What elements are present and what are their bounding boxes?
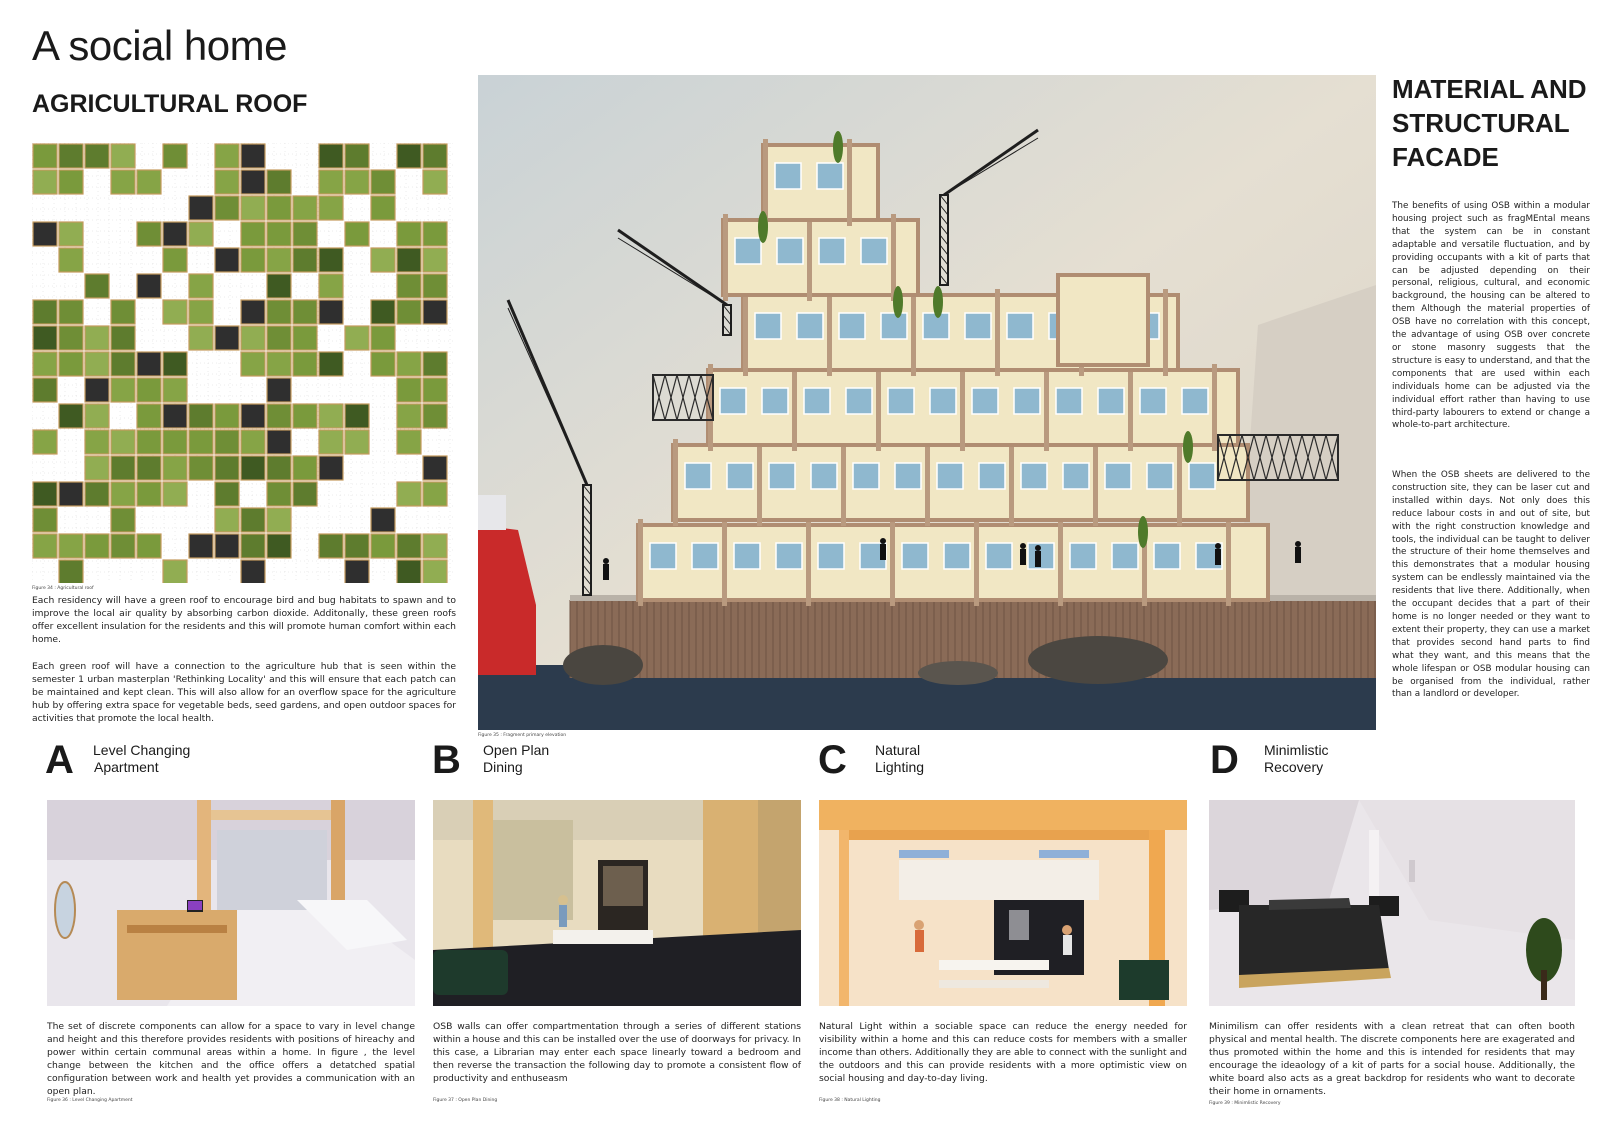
elevation-caption: Figure 35 : Fragment primary elevation xyxy=(478,733,567,738)
page-title: A social home xyxy=(32,22,287,69)
section-d-label-line-2: Recovery xyxy=(1264,759,1324,775)
roof-caption: Figure 34 : Agricultural roof xyxy=(32,586,94,591)
section-a-label xyxy=(93,742,190,776)
roof-heading: AGRICULTURAL ROOF xyxy=(32,90,308,118)
elevation-image xyxy=(478,75,1376,730)
section-c-label-line-2: Lighting xyxy=(875,759,925,775)
roof-paragraph-1: Each residency will have a green roof to encourage bird and bug habitats to spawn and to improve the local air quality by absorbing carbon dioxide. Additonally, these green roofs offer excellent insulation for the residents and this will promote human comfort within each home. xyxy=(32,595,456,645)
section-c-caption: Figure 38 : Natural Lighting xyxy=(819,1098,881,1103)
roof-paragraph-2: Each green roof will have a connection to the agriculture hub that is seen within the semester 1 urban masterplan 'Rethinking Locality' and this will ensure that each patch can be maintained and kept clean. This will also allow for an overflow space for the agriculture hub by offering extra space for vegetable beds, seed gardens, and open outdoor spaces for activities that promote the local health. xyxy=(32,661,456,724)
section-d-letter: D xyxy=(1210,738,1239,782)
section-b-letter: B xyxy=(432,738,461,782)
section-c-render xyxy=(819,800,1187,1006)
section-a-letter: A xyxy=(45,738,74,782)
section-b-render xyxy=(433,800,801,1006)
section-d-text: Minimilism can offer residents with a clean retreat that can often booth physical and mental health. The discrete components here are exagerated and thus promoted within the home and this is intended for residents that may encourage the ideaology of a kit of parts for a social house. Additionally, the white board also acts as a great backdrop for residents who want to decorate their home in ornaments. xyxy=(1209,1021,1575,1097)
section-b-caption: Figure 37 : Open Plan Dining xyxy=(433,1098,498,1103)
section-d-label-line-1: Minimlistic xyxy=(1264,742,1329,758)
section-a-label-line-2: Apartment xyxy=(94,759,159,775)
facade-heading: MATERIAL AND STRUCTURAL FACADE xyxy=(1392,74,1587,172)
section-a-caption: Figure 36 : Level Changing Apartment xyxy=(47,1098,133,1103)
facade-paragraph-2: When the OSB sheets are delivered to the construction site, they can be laser cut and installed within days. Not only does this reduce labour costs in and out of site, but with the right construction knowledge and tools, the individual can be taught to deliver the structure of their home themselves and this demonstrates that a modular housing system can be endlessly maintained via the residents that live there. Additionally, when the occupant decides that a part of their home is no longer needed or they want to extent their property, they can use a market that provides second hand parts to find what they want, and this means that the whole lifespan or OSB modular housing can be organised from the individual, rather than a landlord or developer. xyxy=(1392,470,1590,700)
section-a-render xyxy=(47,800,415,1006)
section-d-caption: Figure 39 : Minimlistic Recovery xyxy=(1209,1101,1281,1106)
section-c-label-line-1: Natural xyxy=(875,742,921,758)
section-c-letter: C xyxy=(818,738,847,782)
section-b-label-line-1: Open Plan xyxy=(483,742,550,758)
section-d-render xyxy=(1209,800,1575,1006)
section-d-label xyxy=(1264,742,1329,776)
section-b-text: OSB walls can offer compartmentation through a series of different stations within a house and this can be installed over the use of doorways for privacy. In this case, a Librarian may enter each space linearly toward a bedroom and then reverse the transaction the following day to promote a consistent flow of productivity and enthuseasm xyxy=(433,1021,801,1084)
section-a-label-line-1: Level Changing xyxy=(93,742,191,758)
section-c-text: Natural Light within a sociable space can reduce the energy needed for visibility within a home and this can reduce costs for members with a smaller income than others. Additionally they are able to connect with the sunlight and the outdoors and this can provide residents with a more optimistic view on social housing and day-to-day living. xyxy=(819,1021,1187,1084)
section-b-label-line-2: Dining xyxy=(483,759,523,775)
section-a-text: The set of discrete components can allow for a space to vary in level change and height and this therefore provides residents with positions of hireachy and power within certain communal areas within a home. In figure , the level change between the kitchen and the office offers a detatched spatial configuration between work and health yet provides a communication with an open plan. xyxy=(47,1021,415,1097)
section-b-label xyxy=(483,742,549,776)
roof-plan-image xyxy=(32,143,456,583)
section-c-label xyxy=(875,742,924,776)
facade-paragraph-1: The benefits of using OSB within a modular housing project such as fragMEntal means that the system can be in constant adaptable and versatile fluctuation, and by providing occupants with a kit of parts that can be adjusted depending on their personal, religious, cultural, and economic background, the housing can be altered to them Although the material properties of OSB have no correlation with this concept, the advantage of using OSB over concrete or stone masonry suggests that the structure is easy to understand, and that the components that are used within each individuals home can be adjusted via the individual effort rather than having to use third-party labourers to extend or change a whole-to-part architecture. xyxy=(1392,201,1590,431)
